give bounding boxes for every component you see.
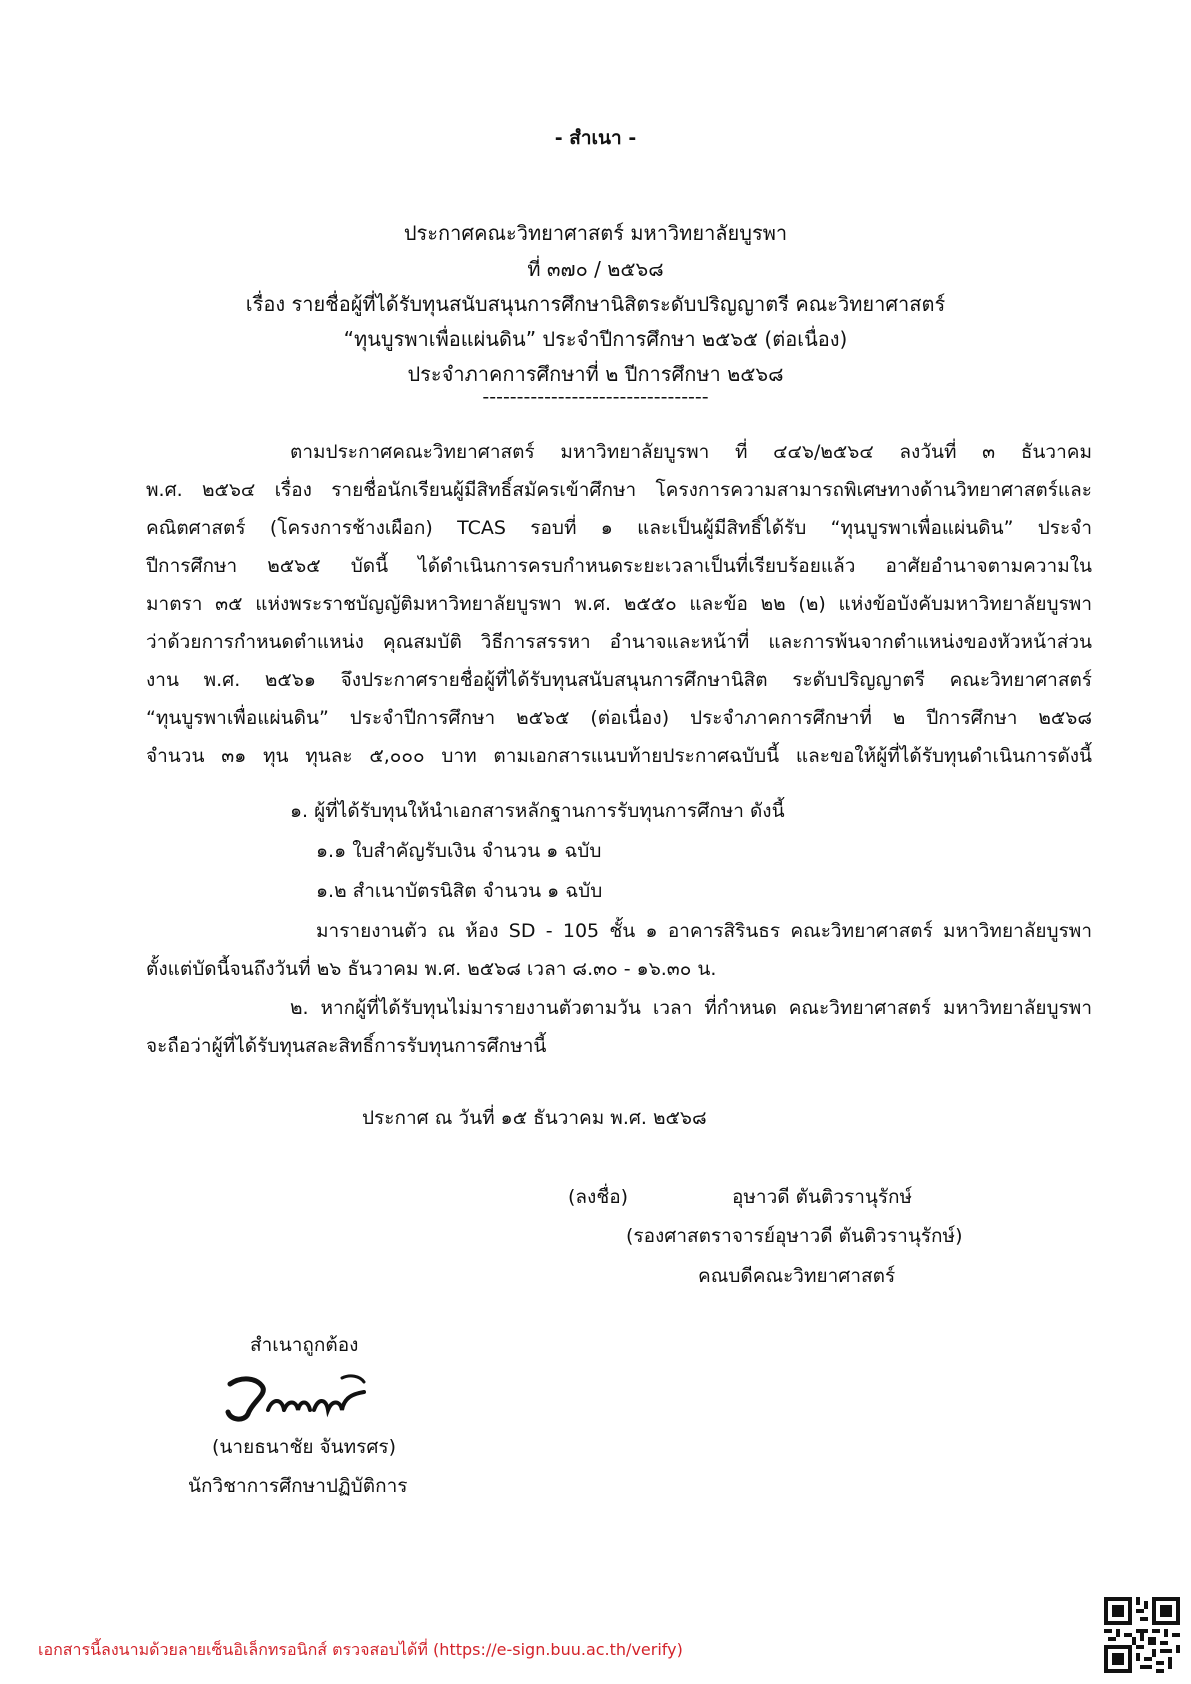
item-1-2: ๑.๒ สำเนาบัตรนิสิต จำนวน ๑ ฉบับ	[316, 880, 603, 902]
paragraph-line: ว่าด้วยการกำหนดตำแหน่ง คุณสมบัติ วิธีการสรรหา อำนาจและหน้าที่ และการพ้นจากตำแหน่งของหัวหน้าส่วน	[146, 631, 1092, 653]
esign-footer-note: เอกสารนี้ลงนามด้วยลายเซ็นอิเล็กทรอนิกส์ ตรวจสอบได้ที่ (https://e-sign.buu.ac.th/verify)	[38, 1640, 683, 1659]
announcement-scholarship-name: “ทุนบูรพาเพื่อแผ่นดิน” ประจำปีการศึกษา ๒๕๖๕ (ต่อเนื่อง)	[343, 327, 848, 351]
item-1: ๑. ผู้ที่ได้รับทุนให้นำเอกสารหลักฐานการรับทุนการศึกษา ดังนี้	[290, 800, 785, 822]
certified-label: สำเนาถูกต้อง	[250, 1334, 359, 1356]
item-2-line-1: ๒. หากผู้ที่ได้รับทุนไม่มารายงานตัวตามวัน เวลา ที่กำหนด คณะวิทยาศาสตร์ มหาวิทยาลัยบูรพา	[290, 997, 1092, 1019]
paragraph-line: พ.ศ. ๒๕๖๔ เรื่อง รายชื่อนักเรียนผู้มีสิทธิ์สมัครเข้าศึกษา โครงการความสามารถพิเศษทางด้านวิทยาศาสตร์และ	[146, 479, 1092, 501]
signed-label: (ลงชื่อ)	[568, 1186, 629, 1208]
paragraph-line: “ทุนบูรพาเพื่อแผ่นดิน” ประจำปีการศึกษา ๒๕๖๕ (ต่อเนื่อง) ประจำภาคการศึกษาที่ ๒ ปีการศึกษา ๒๕๖๘	[146, 707, 1092, 729]
certified-name: (นายธนาชัย จันทรศร)	[212, 1436, 397, 1458]
copy-mark: - สำเนา -	[554, 127, 637, 149]
announcement-subject: เรื่อง รายชื่อผู้ที่ได้รับทุนสนับสนุนการศึกษานิสิตระดับปริญญาตรี คณะวิทยาศาสตร์	[245, 292, 946, 316]
announcement-number: ที่ ๓๗๐ / ๒๕๖๘	[527, 257, 664, 281]
dean-full-name: (รองศาสตราจารย์อุษาวดี ตันติวรานุรักษ์)	[626, 1225, 963, 1247]
paragraph-line: งาน พ.ศ. ๒๕๖๑ จึงประกาศรายชื่อผู้ที่ได้รับทุนสนับสนุนการศึกษานิสิต ระดับปริญญาตรี คณะวิทยาศาสตร์	[146, 669, 1092, 691]
paragraph-line: มาตรา ๓๕ แห่งพระราชบัญญัติมหาวิทยาลัยบูรพา พ.ศ. ๒๕๕๐ และข้อ ๒๒ (๒) แห่งข้อบังคับมหาวิทยาลัยบูรพา	[146, 593, 1092, 615]
report-line-2: ตั้งแต่บัดนี้จนถึงวันที่ ๒๖ ธันวาคม พ.ศ. ๒๕๖๘ เวลา ๘.๓๐ - ๑๖.๓๐ น.	[146, 958, 717, 980]
header-separator: ---------------------------------	[482, 386, 709, 408]
paragraph-line: จำนวน ๓๑ ทุน ทุนละ ๕,๐๐๐ บาท ตามเอกสารแนบท้ายประกาศฉบับนี้ และขอให้ผู้ที่ได้รับทุนดำเนินการดังนี้	[146, 745, 1092, 767]
qr-code-icon	[1104, 1597, 1180, 1673]
announcement-title: ประกาศคณะวิทยาศาสตร์ มหาวิทยาลัยบูรพา	[403, 221, 788, 245]
paragraph-line: ปีการศึกษา ๒๕๖๕ บัดนี้ ได้ดำเนินการครบกำหนดระยะเวลาเป็นที่เรียบร้อยแล้ว อาศัยอำนาจตามความใน	[146, 555, 1092, 577]
signed-name: อุษาวดี ตันติวรานุรักษ์	[732, 1186, 913, 1208]
item-2-line-2: จะถือว่าผู้ที่ได้รับทุนสละสิทธิ์การรับทุนการศึกษานี้	[146, 1035, 547, 1057]
handwritten-signature	[222, 1370, 372, 1430]
report-line-1: มารายงานตัว ณ ห้อง SD - 105 ชั้น ๑ อาคารสิรินธร คณะวิทยาศาสตร์ มหาวิทยาลัยบูรพา	[316, 920, 1092, 942]
paragraph-line: คณิตศาสตร์ (โครงการช้างเผือก) TCAS รอบที่ ๑ และเป็นผู้มีสิทธิ์ได้รับ “ทุนบูรพาเพื่อแผ่นดิน” ประจำ	[146, 517, 1092, 539]
announcement-semester: ประจำภาคการศึกษาที่ ๒ ปีการศึกษา ๒๕๖๘	[407, 362, 784, 386]
announce-date: ประกาศ ณ วันที่ ๑๕ ธันวาคม พ.ศ. ๒๕๖๘	[362, 1107, 707, 1129]
item-1-1: ๑.๑ ใบสำคัญรับเงิน จำนวน ๑ ฉบับ	[316, 840, 602, 862]
dean-position: คณบดีคณะวิทยาศาสตร์	[698, 1265, 896, 1287]
paragraph-line: ตามประกาศคณะวิทยาศาสตร์ มหาวิทยาลัยบูรพา ที่ ๔๔๖/๒๕๖๔ ลงวันที่ ๓ ธันวาคม	[290, 441, 1092, 463]
certified-position: นักวิชาการศึกษาปฏิบัติการ	[188, 1475, 408, 1497]
